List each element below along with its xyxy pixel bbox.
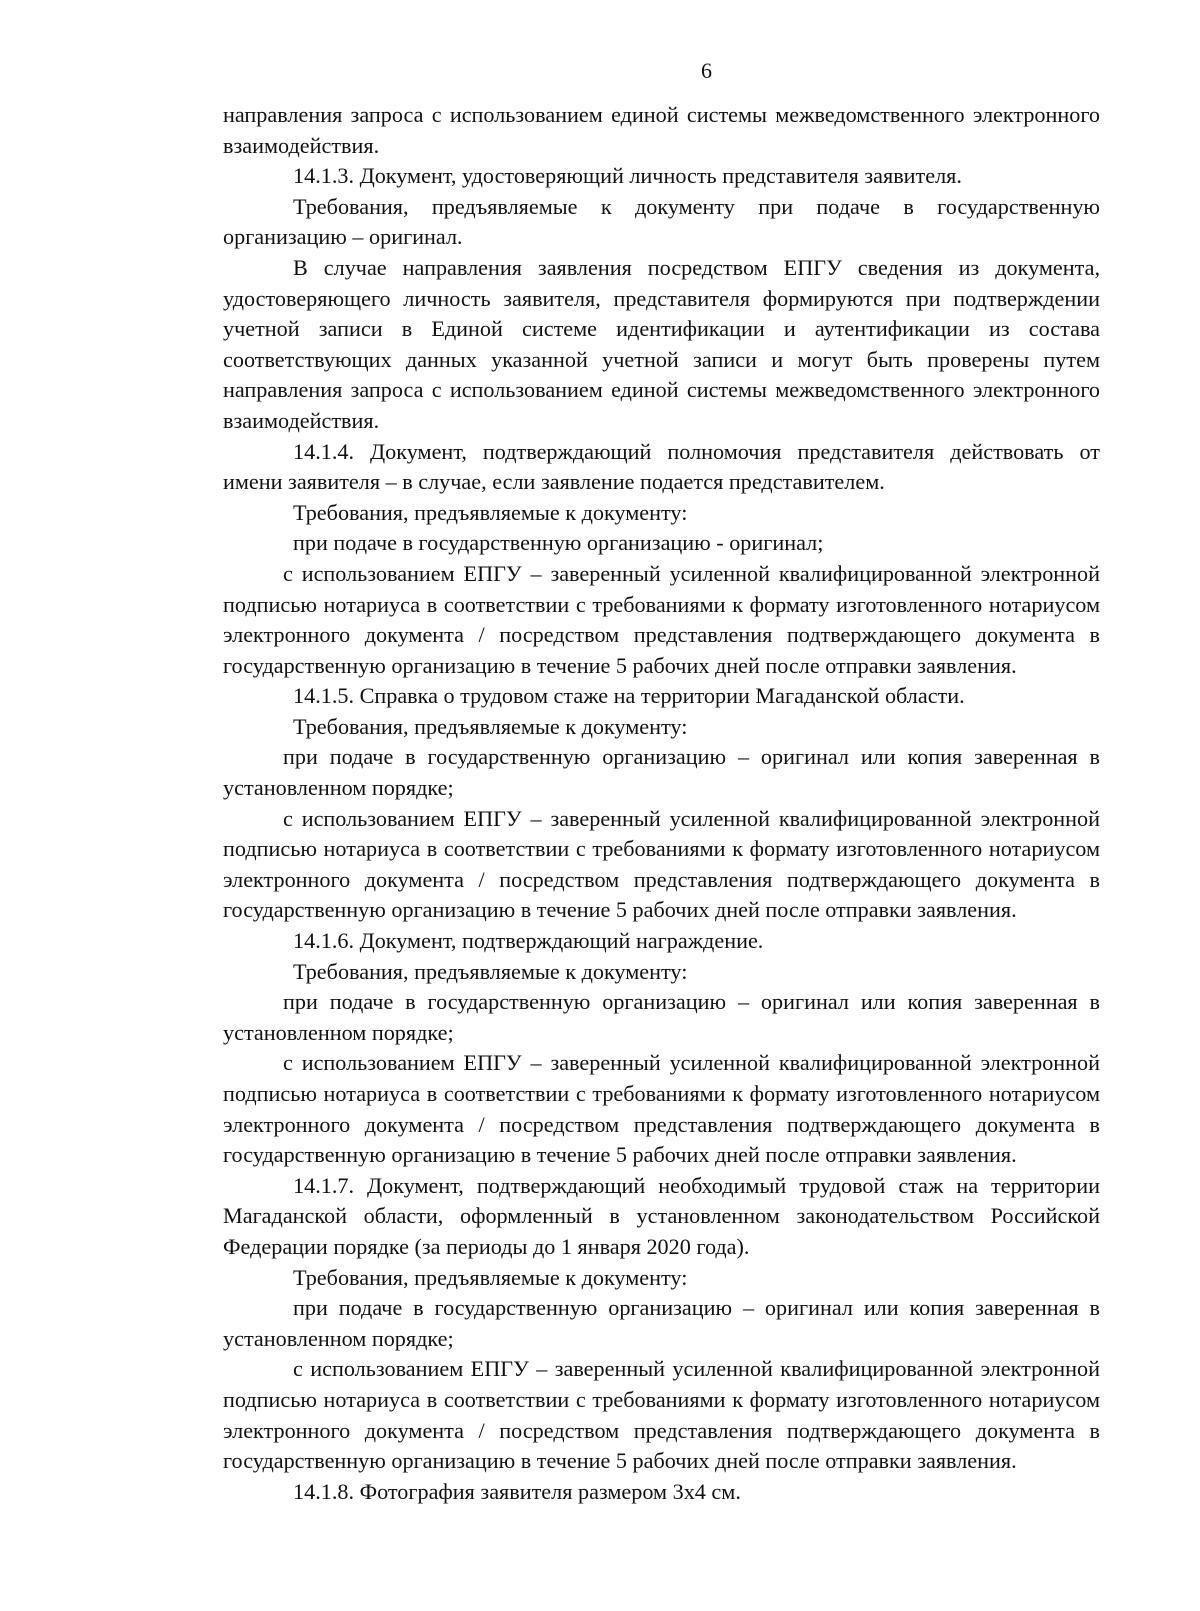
text-line: при подаче в государственную организацию – оригинал или копия заверенная в [293,1295,1100,1321]
text-line: установленном порядке; [223,775,454,801]
text-line: подписью нотариуса в соответствии с требованиями к формату изготовленного нотариусом [223,591,1100,617]
text-line: при подаче в государственную организацию – оригинал или копия заверенная в [283,744,1100,770]
text-line: с использованием ЕПГУ – заверенный усиленной квалифицированной электронной [293,1356,1100,1382]
text-line: подписью нотариуса в соответствии с требованиями к формату изготовленного нотариусом [223,1386,1100,1412]
text-line: направления запроса с использованием единой системы межведомственного электронного [223,377,1100,403]
text-line: государственную организацию в течение 5 рабочих дней после отправки заявления. [223,897,1017,923]
text-line: взаимодействия. [223,407,380,433]
text-line: при подаче в государственную организацию – оригинал или копия заверенная в [283,989,1100,1015]
text-line: 14.1.7. Документ, подтверждающий необходимый трудовой стаж на территории [293,1172,1100,1198]
text-line: 14.1.8. Фотография заявителя размером 3х4 см. [293,1478,741,1504]
text-line: Требования, предъявляемые к документу: [293,1264,688,1290]
text-line: удостоверяющего личность заявителя, представителя формируются при подтверждении [223,285,1100,311]
text-line: Требования, предъявляемые к документу: [293,958,688,984]
text-line: Требования, предъявляемые к документу: [293,499,688,525]
text-line: электронного документа / посредством представления подтверждающего документа в [223,622,1100,648]
text-line: электронного документа / посредством представления подтверждающего документа в [223,1111,1100,1137]
text-line: электронного документа / посредством представления подтверждающего документа в [223,1417,1100,1443]
text-line: с использованием ЕПГУ – заверенный усиленной квалифицированной электронной [283,805,1100,831]
text-line: установленном порядке; [223,1325,454,1351]
text-line: направления запроса с использованием единой системы межведомственного электронного [223,102,1100,127]
text-line: учетной записи в Единой системе идентификации и аутентификации из состава [223,316,1100,342]
text-line: электронного документа / посредством представления подтверждающего документа в [223,866,1100,892]
text-line: при подаче в государственную организацию - оригинал; [293,530,824,556]
text-line: 14.1.5. Справка о трудовом стаже на территории Магаданской области. [293,683,965,709]
text-line: подписью нотариуса в соответствии с требованиями к формату изготовленного нотариусом [223,1081,1100,1106]
text-line: подписью нотариуса в соответствии с требованиями к формату изготовленного нотариусом [223,836,1100,862]
document-body [223,100,1100,1507]
text-line: Требования, предъявляемые к документу при подаче в государственную [293,193,1100,219]
text-line: с использованием ЕПГУ – заверенный усиленной квалифицированной электронной [283,1050,1100,1076]
page-number: 6 [701,58,712,83]
text-line: Федерации порядке (за периоды до 1 января 2020 года). [223,1233,750,1259]
text-line: соответствующих данных указанной учетной записи и могут быть проверены путем [223,346,1100,372]
text-line: организацию – оригинал. [223,224,463,250]
text-line: с использованием ЕПГУ – заверенный усиленной квалифицированной электронной [283,560,1100,586]
text-line: установленном порядке; [223,1019,454,1045]
text-line: государственную организацию в течение 5 рабочих дней после отправки заявления. [223,1448,1017,1474]
text-line: В случае направления заявления посредством ЕПГУ сведения из документа, [293,254,1100,280]
text-line: 14.1.3. Документ, удостоверяющий личность представителя заявителя. [293,163,962,189]
text-line: Требования, предъявляемые к документу: [293,713,688,739]
text-line: государственную организацию в течение 5 рабочих дней после отправки заявления. [223,1142,1017,1168]
text-line: Магаданской области, оформленный в установленном законодательством Российской [223,1203,1100,1229]
text-line: 14.1.6. Документ, подтверждающий награждение. [293,928,764,954]
text-line: взаимодействия. [223,132,380,158]
text-line: государственную организацию в течение 5 рабочих дней после отправки заявления. [223,652,1017,678]
text-line: 14.1.4. Документ, подтверждающий полномочия представителя действовать от [293,438,1100,464]
text-line: имени заявителя – в случае, если заявление подается представителем. [223,469,885,495]
